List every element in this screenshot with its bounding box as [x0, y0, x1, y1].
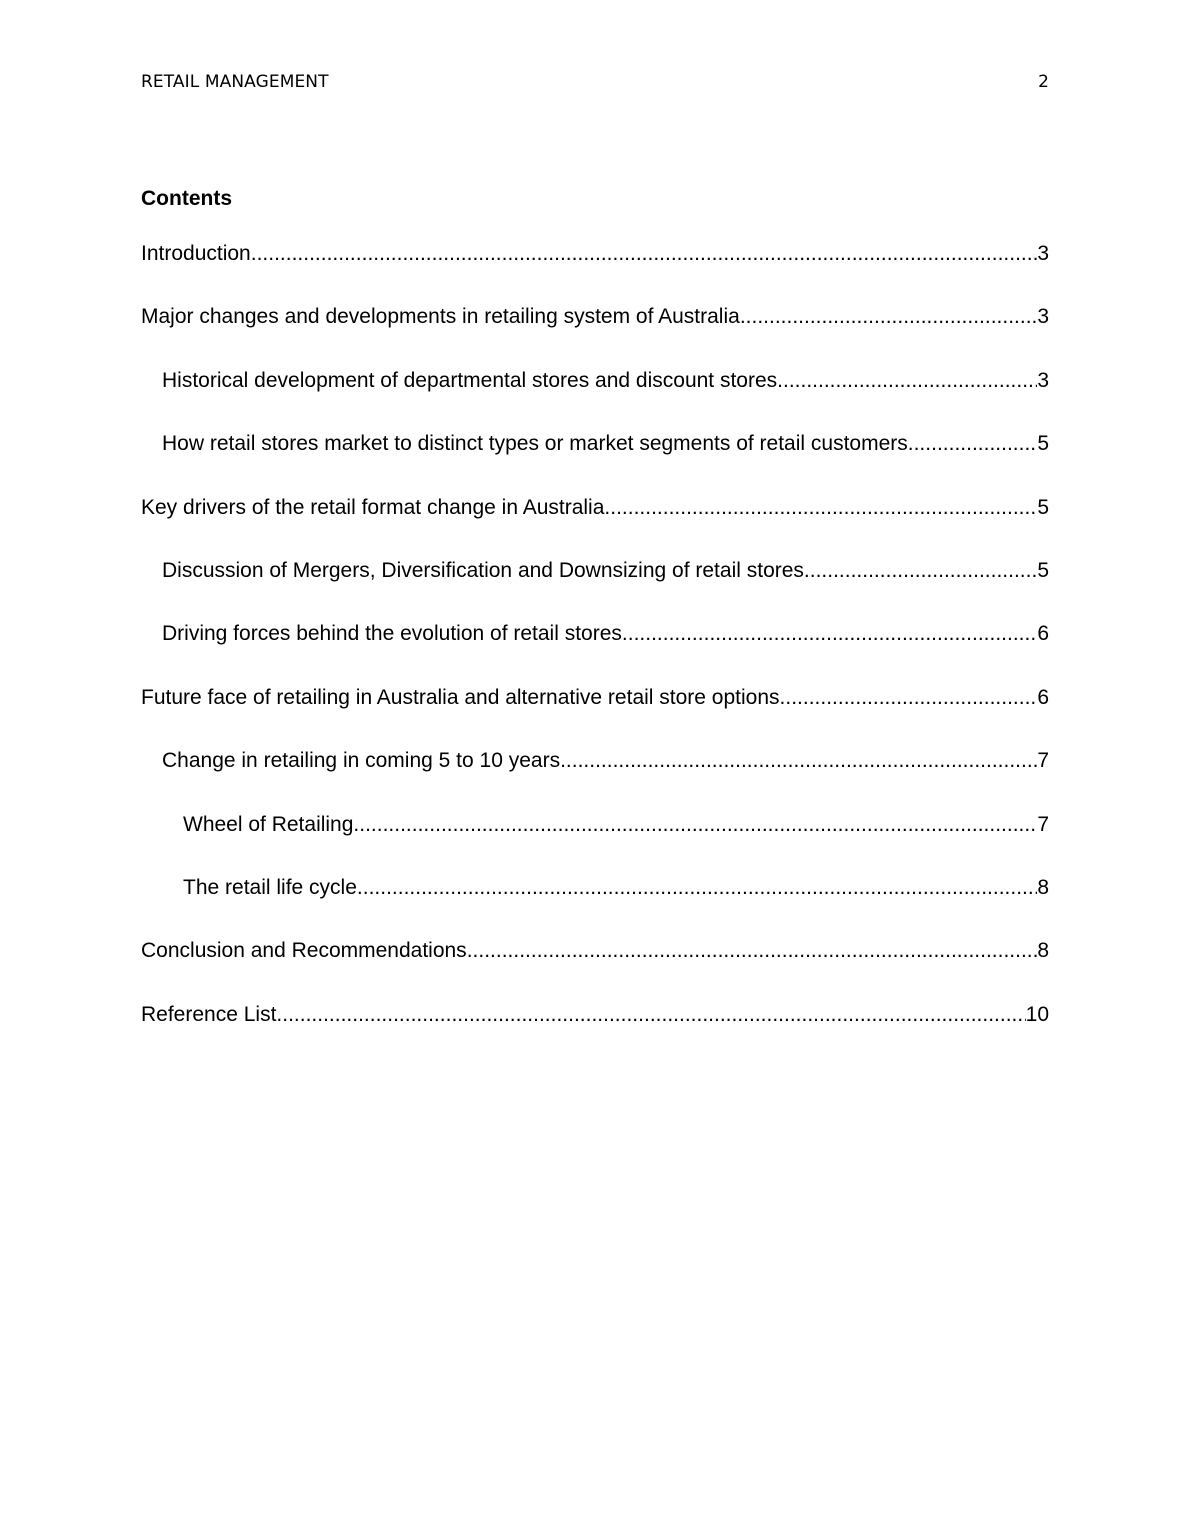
toc-entry[interactable]	[141, 240, 1049, 303]
toc-entry-page: 5	[1037, 432, 1049, 456]
toc-dot-leader	[357, 874, 1037, 902]
toc-dot-leader	[622, 620, 1037, 648]
toc-entry-page: 7	[1037, 749, 1049, 773]
running-head: RETAIL MANAGEMENT	[141, 72, 329, 92]
toc-entry-page: 6	[1037, 685, 1049, 709]
page-number: 2	[1038, 72, 1049, 92]
toc-dot-leader	[467, 937, 1038, 965]
toc-dot-leader	[740, 303, 1037, 331]
toc-dot-leader	[251, 240, 1038, 268]
toc-dot-leader	[777, 367, 1037, 395]
toc-entry-page: 3	[1037, 242, 1049, 265]
toc-entry[interactable]	[141, 937, 1049, 1000]
toc-entry-text: Wheel of Retailing	[183, 812, 354, 836]
toc-dot-leader	[908, 430, 1038, 458]
toc-dot-leader	[780, 684, 1038, 712]
toc-entry-text: Key drivers of the retail format change in Australia	[141, 495, 605, 519]
toc-entry-text: Reference List	[141, 1002, 277, 1026]
toc-entry-page: 8	[1037, 875, 1049, 899]
toc-entry-page: 7	[1037, 812, 1049, 836]
toc-entry[interactable]	[141, 494, 1049, 557]
toc-dot-leader	[804, 557, 1037, 585]
toc-entry-text: Driving forces behind the evolution of retail stores	[162, 622, 622, 646]
toc-entry[interactable]	[141, 1001, 1049, 1064]
toc-entry-page: 5	[1037, 495, 1049, 519]
toc-entry-text: The retail life cycle	[183, 875, 357, 899]
toc-entry[interactable]	[141, 367, 1049, 430]
toc-entry-page: 10	[1025, 1002, 1049, 1026]
toc-entry[interactable]	[141, 557, 1049, 620]
toc-entry-page: 3	[1037, 305, 1049, 329]
toc-entry-page: 3	[1037, 368, 1049, 392]
toc-dot-leader	[560, 747, 1037, 775]
toc-entry-text: Future face of retailing in Australia and alternative retail store options	[141, 685, 780, 709]
toc-entry-text: Introduction	[141, 242, 251, 265]
toc-entry-text: Change in retailing in coming 5 to 10 years	[162, 749, 561, 773]
toc-entry[interactable]	[141, 874, 1049, 937]
toc-entry[interactable]	[141, 811, 1049, 874]
toc-entry-text: Discussion of Mergers, Diversification and Downsizing of retail stores	[162, 558, 804, 582]
toc-dot-leader	[604, 494, 1037, 522]
table-of-contents	[141, 240, 1049, 1064]
toc-title: Contents	[141, 187, 232, 210]
toc-dot-leader	[353, 811, 1037, 839]
toc-entry-text: Historical development of departmental stores and discount stores	[162, 368, 778, 392]
toc-entry[interactable]	[141, 303, 1049, 366]
toc-entry-text: Conclusion and Recommendations	[141, 939, 467, 963]
toc-entry-page: 6	[1037, 622, 1049, 646]
toc-entry-text: How retail stores market to distinct types or market segments of retail customers	[162, 432, 908, 456]
toc-entry-page: 8	[1037, 939, 1049, 963]
toc-entry-page: 5	[1037, 558, 1049, 582]
toc-entry[interactable]	[141, 747, 1049, 810]
toc-entry[interactable]	[141, 620, 1049, 683]
toc-entry[interactable]	[141, 684, 1049, 747]
toc-entry-text: Major changes and developments in retailing system of Australia	[141, 305, 740, 329]
toc-entry[interactable]	[141, 430, 1049, 493]
toc-dot-leader	[276, 1001, 1025, 1029]
